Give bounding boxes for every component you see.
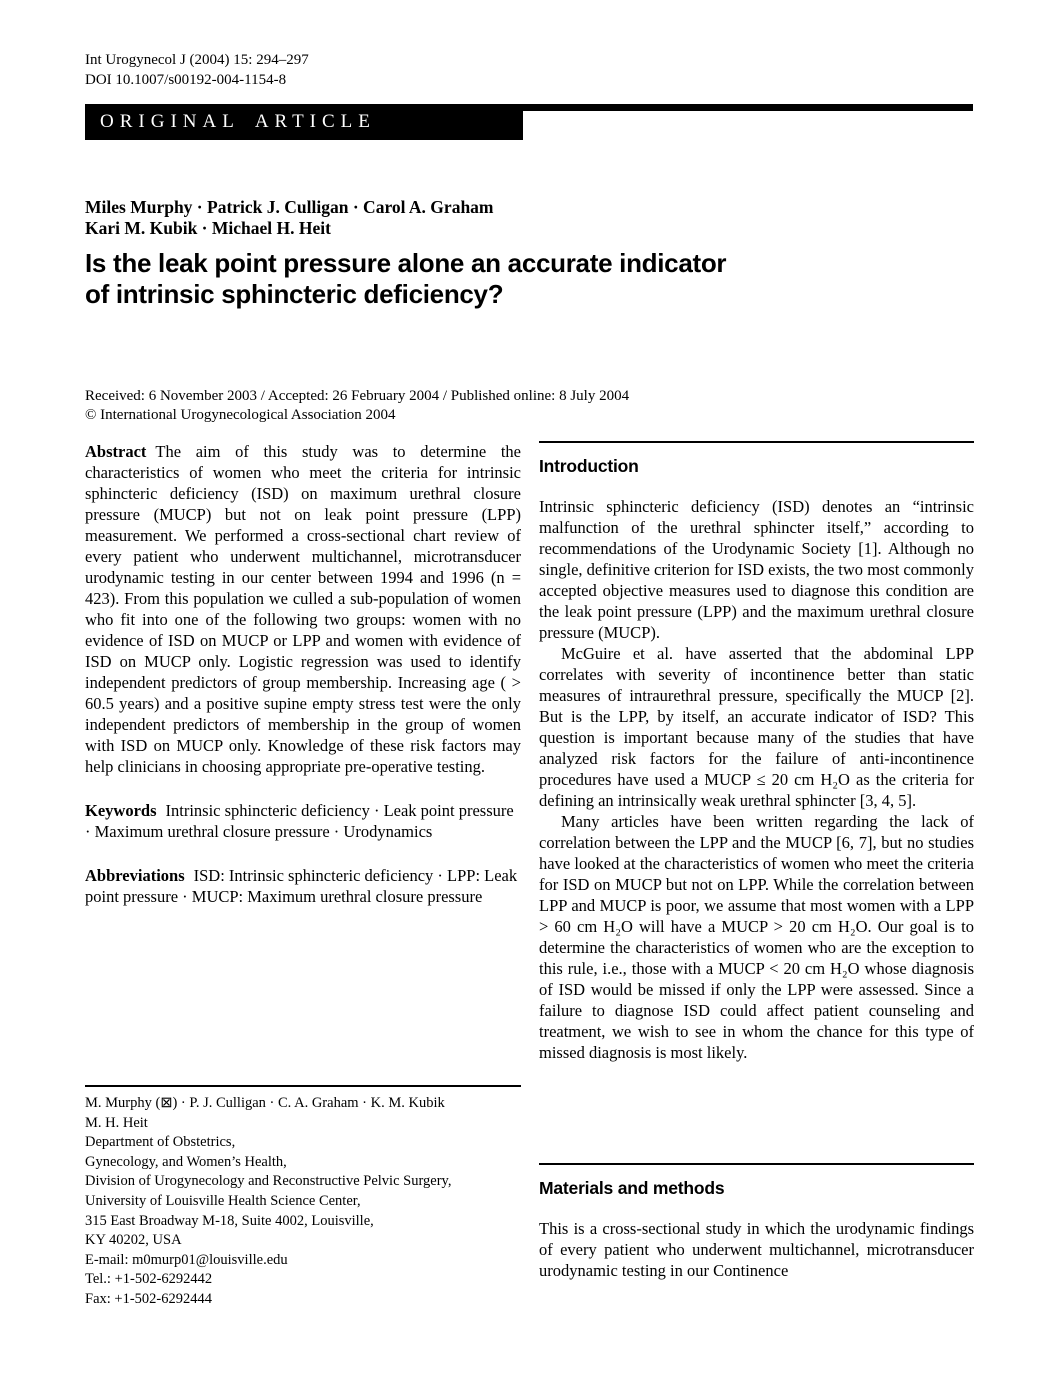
article-title-line-2: of intrinsic sphincteric deficiency? [85, 279, 504, 309]
footnote-affiliation-line: Gynecology, and Women’s Health, [85, 1153, 287, 1170]
footnote-fax: Fax: +1-502-6292444 [85, 1290, 212, 1307]
footnote-authors-line: M. H. Heit [85, 1114, 148, 1131]
introduction-rule [539, 441, 974, 443]
author-line-1: Miles Murphy · Patrick J. Culligan · Carol A. Graham [85, 197, 494, 217]
author-list [85, 197, 494, 239]
keywords-text: Intrinsic sphincteric deficiency · Leak point pressure · Maximum urethral closure pressure · Urodynamics [85, 801, 514, 841]
publication-history [85, 387, 629, 425]
copyright-line: © International Urogynecological Association 2004 [85, 407, 396, 423]
abstract [85, 441, 521, 777]
correspondence-footnote [85, 1085, 521, 1310]
abbreviations-label: Abbreviations [85, 866, 185, 885]
article-type-box [85, 104, 523, 140]
footnote-affiliation-line: Department of Obstetrics, [85, 1134, 236, 1151]
banner-rule [523, 104, 973, 111]
abbreviations-text: ISD: Intrinsic sphincteric deficiency · LPP: Leak point pressure · MUCP: Maximum urethral closure pressure [85, 866, 518, 906]
journal-citation: Int Urogynecol J (2004) 15: 294–297 [85, 52, 309, 68]
right-column [539, 441, 974, 1356]
introduction-paragraph-1: Intrinsic sphincteric deficiency (ISD) denotes an “intrinsic malfunction of the urethral sphincter itself,” according to recommendations of the Urodynamic Society [1]. Although no single, definitive criterion for ISD exists, the two most commonly accepted objective measures used to diagnose this condition are the leak point pressure (LPP) and the maximum urethral closure pressure (MUCP). [539, 497, 974, 642]
materials-paragraph-1: This is a cross-sectional study in which the urodynamic findings of every patient who underwent multichannel, microtransducer urodynamic testing in our Continence [539, 1219, 974, 1280]
footnote-address-line: 315 East Broadway M-18, Suite 4002, Louisville, [85, 1212, 374, 1229]
article-type-banner [85, 104, 973, 140]
footnote-affiliation-line: Division of Urogynecology and Reconstructive Pelvic Surgery, [85, 1173, 452, 1190]
abbreviations [85, 865, 521, 907]
article-title [85, 248, 726, 310]
author-line-2: Kari M. Kubik · Michael H. Heit [85, 218, 331, 238]
footnote-address-line: KY 40202, USA [85, 1232, 182, 1249]
footnote-rule [85, 1085, 521, 1087]
abstract-text: The aim of this study was to determine the characteristics of women who meet the criteria for intrinsic sphincteric deficiency (ISD) on maximum urethral closure pressure (MUCP) but not on leak point pressure (LPP) measurement. We performed a cross-sectional chart review of every patient who underwent multichannel, microtransducer urodynamic testing in our center between 1994 and 1996 (n = 423). From this population we culled a sub-population of women who fit into one of the following two groups: women with no evidence of ISD on MUCP or LPP and women with evidence of ISD on MUCP only. Logistic regression was used to identify independent predictors of group membership. Increasing age ( > 60.5 years) and a positive supine empty stress test were the only independent predictors of membership in the group of women with ISD on MUCP only. Knowledge of these risk factors may help clinicians in choosing appropriate pre-operative testing. [85, 442, 521, 776]
journal-doi: DOI 10.1007/s00192-004-1154-8 [85, 72, 287, 88]
materials-rule [539, 1163, 974, 1165]
abstract-label: Abstract [85, 442, 147, 461]
introduction-paragraph-2: McGuire et al. have asserted that the abdominal LPP correlates with severity of incontinence better than static measures of intraurethral pressure, specifically the MUCP [2]. But is the LPP, by itself, an accurate indicator of ISD? This question is important because many of the studies that have analyzed risk factors for the failure of anti-incontinence procedures have used a MUCP ≤ 20 cm H₂O as the criteria for defining an intrinsically weak urethral sphincter [3, 4, 5]. [539, 644, 974, 810]
footnote-affiliation-line: University of Louisville Health Science Center, [85, 1192, 361, 1209]
keywords [85, 800, 521, 842]
section-heading-introduction: Introduction [539, 456, 639, 476]
footnote-authors-line: M. Murphy (⊠) · P. J. Culligan · C. A. Graham · K. M. Kubik [85, 1095, 445, 1111]
introduction-paragraph-3: Many articles have been written regarding the lack of correlation between the LPP and the MUCP [6, 7], but no studies have looked at the characteristics of women who meet the criteria for ISD on MUCP but not on LPP. While the correlation between LPP and MUCP is poor, we assume that most women with a LPP > 60 cm H₂O will have a MUCP > 20 cm H₂O. Our goal is to determine the characteristics of women who are the exception to this rule, i.e., those with a MUCP < 20 cm H₂O whose diagnosis of ISD would be missed if only the LPP were assessed. Since a failure to diagnose ISD could affect patient counseling and treatment, we wish to see in whom the chance for this type of missed diagnosis is most likely. [539, 812, 974, 1062]
footnote-telephone: Tel.: +1-502-6292442 [85, 1271, 213, 1288]
masthead [85, 50, 309, 90]
received-accepted-dates: Received: 6 November 2003 / Accepted: 26 February 2004 / Published online: 8 July 2004 [85, 388, 630, 404]
section-heading-materials: Materials and methods [539, 1178, 725, 1198]
keywords-label: Keywords [85, 801, 157, 820]
article-title-line-1: Is the leak point pressure alone an accurate indicator [85, 248, 727, 278]
footnote-email: E-mail: m0murp01@louisville.edu [85, 1251, 288, 1268]
article-type-label: ORIGINAL ARTICLE [100, 111, 376, 132]
materials-and-methods-section [539, 1163, 974, 1281]
left-column [85, 441, 521, 1356]
